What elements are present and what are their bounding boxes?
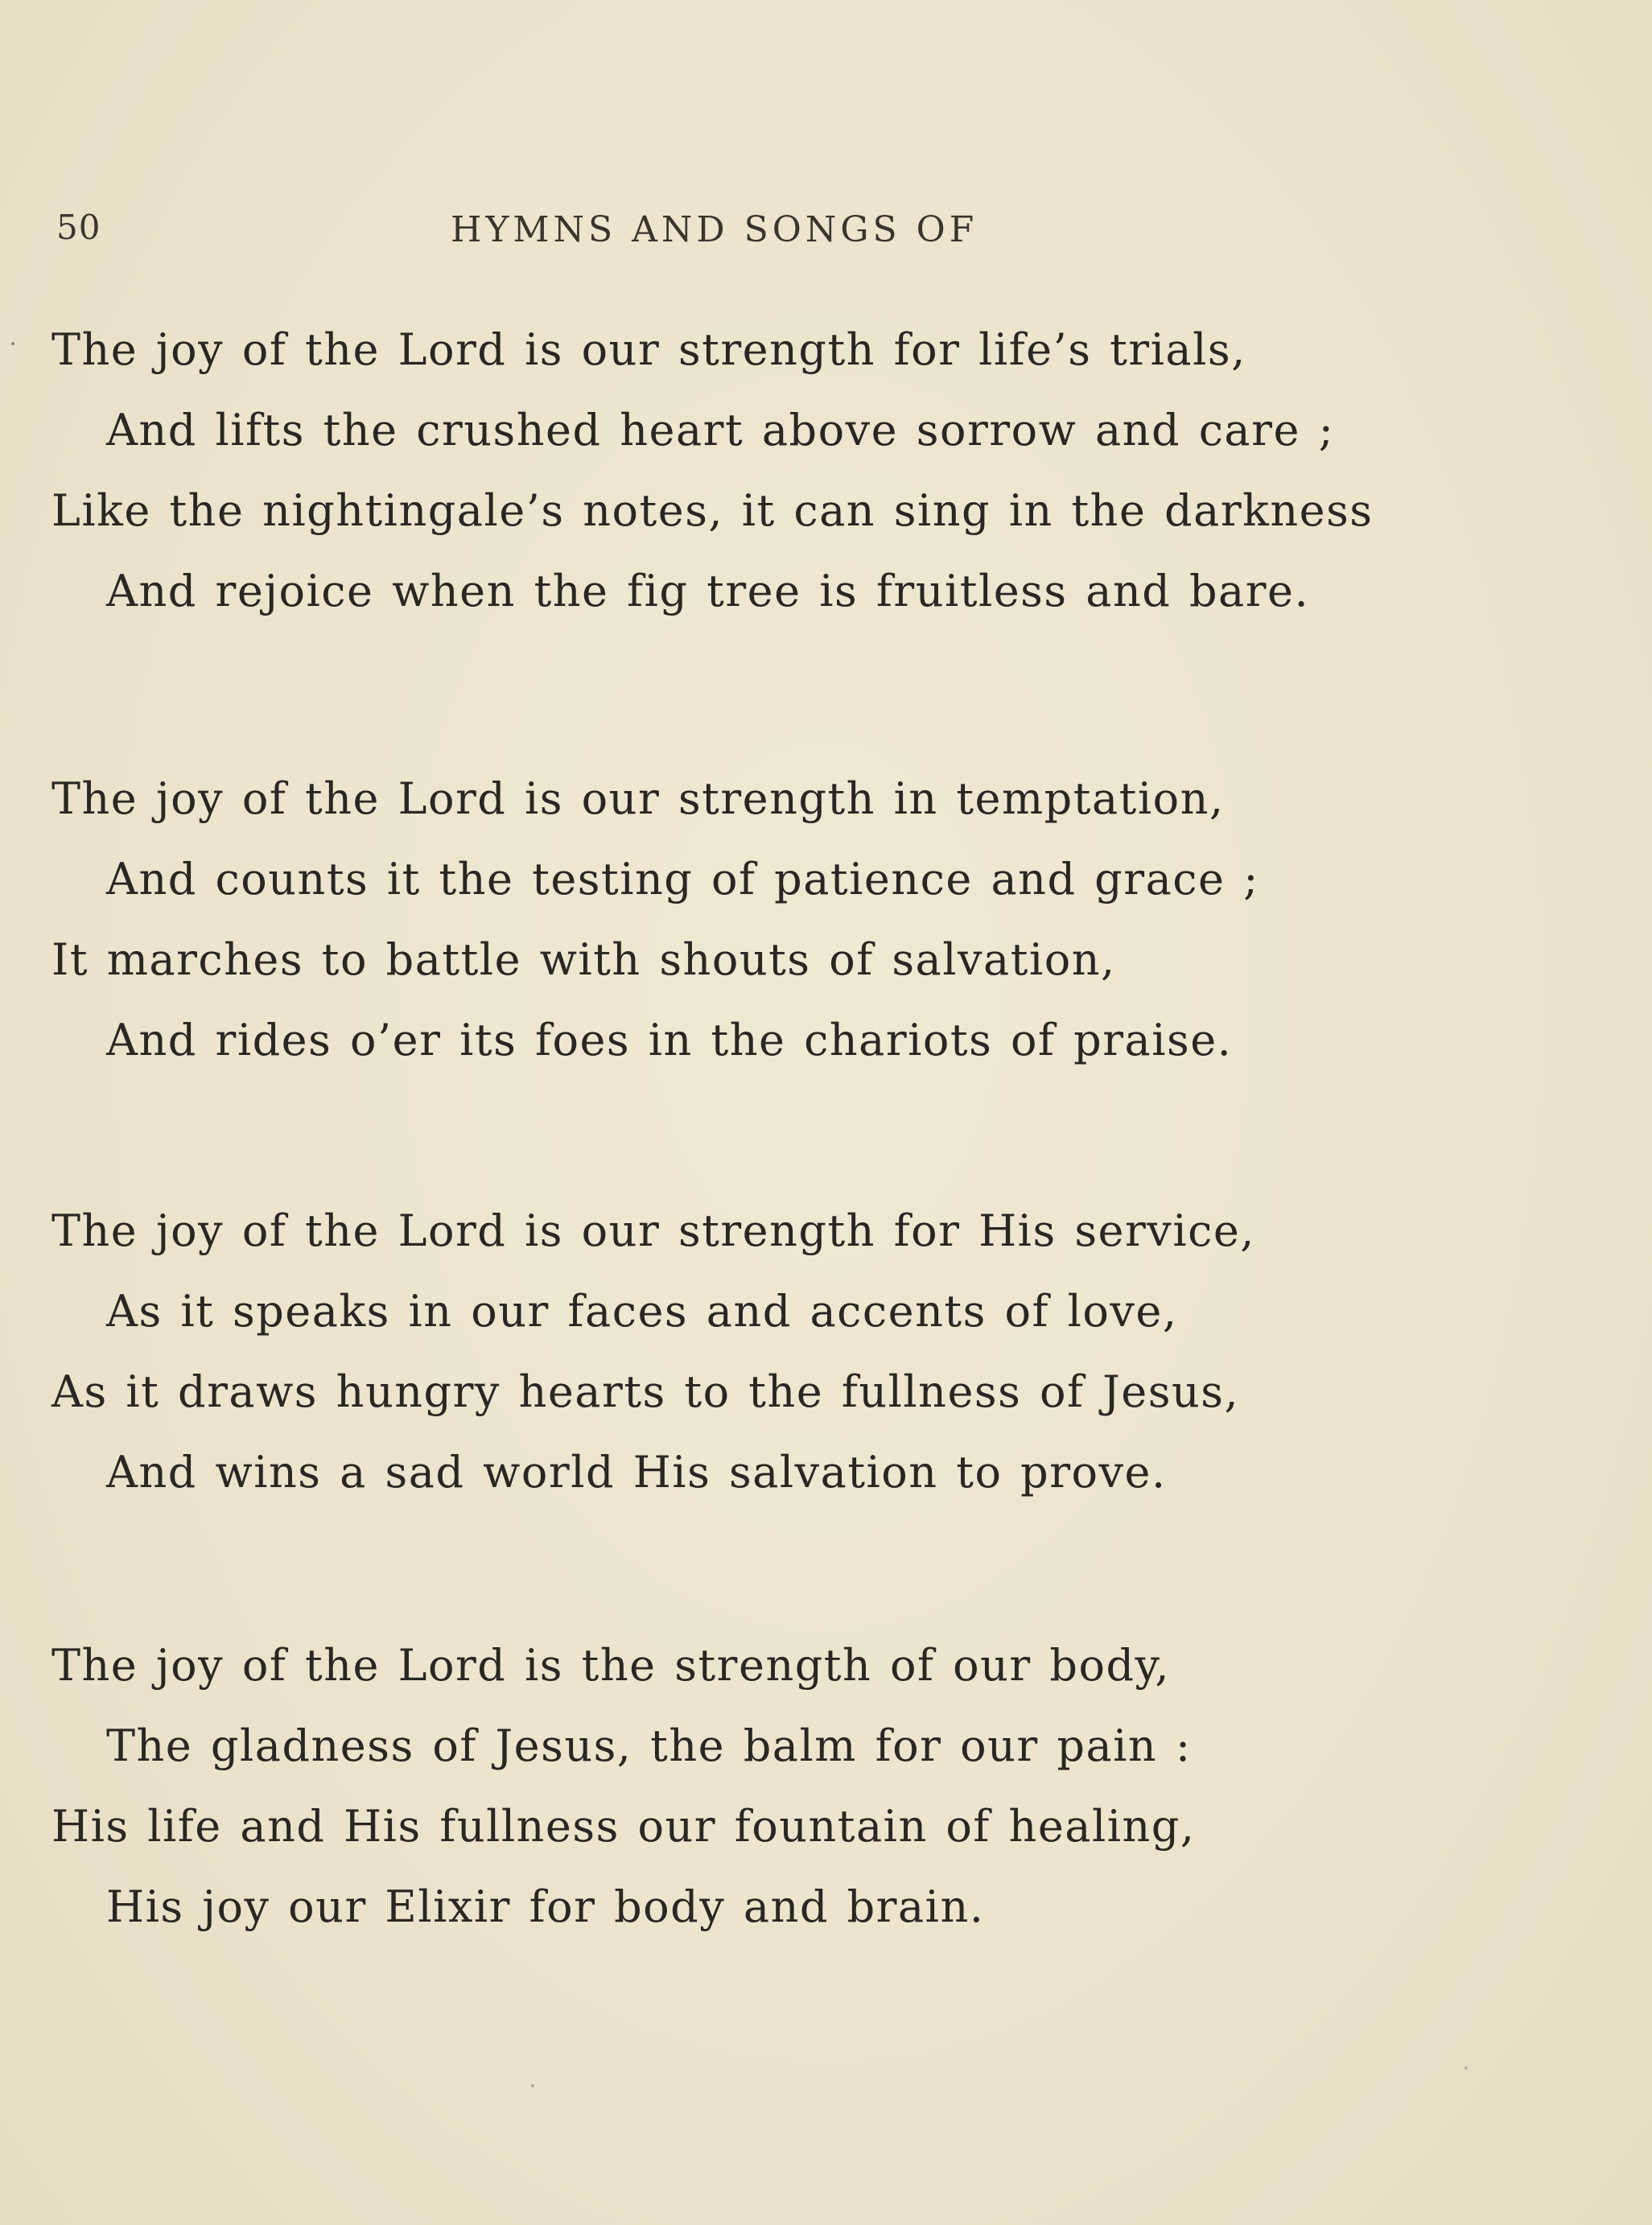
verse-line: The gladness of Jesus, the balm for our pain : [106, 1720, 1192, 1771]
verse-line: The joy of the Lord is our strength in temptation, [51, 773, 1225, 824]
verse-line: Like the nightingale’s notes, it can sing in the darkness [51, 485, 1374, 536]
verse-line: And wins a sad world His salvation to prove. [106, 1447, 1167, 1498]
page-number: 50 [56, 208, 101, 247]
paper-speck [1465, 2066, 1468, 2070]
running-head: HYMNS AND SONGS OF [451, 209, 978, 250]
verse-line: The joy of the Lord is our strength for His service, [51, 1205, 1255, 1256]
verse-line: The joy of the Lord is our strength for life’s trials, [51, 324, 1246, 375]
verse-line: As it speaks in our faces and accents of love, [106, 1286, 1178, 1337]
verse-line: And rides o’er its foes in the chariots of praise. [106, 1015, 1233, 1065]
verse-line: The joy of the Lord is the strength of our body, [51, 1640, 1171, 1691]
verse-line: And rejoice when the fig tree is fruitless and bare. [106, 566, 1310, 616]
paper-speck [531, 2084, 534, 2087]
paper-speck [11, 342, 14, 345]
verse-line: His joy our Elixir for body and brain. [106, 1881, 985, 1932]
verse-line: His life and His fullness our fountain of healing, [51, 1801, 1196, 1852]
verse-line: And lifts the crushed heart above sorrow and care ; [106, 405, 1335, 455]
verse-line: And counts it the testing of patience and grace ; [106, 854, 1259, 904]
verse-line: It marches to battle with shouts of salvation, [51, 934, 1116, 985]
page-header [0, 208, 1652, 256]
verse-line: As it draws hungry hearts to the fullness of Jesus, [51, 1366, 1240, 1417]
